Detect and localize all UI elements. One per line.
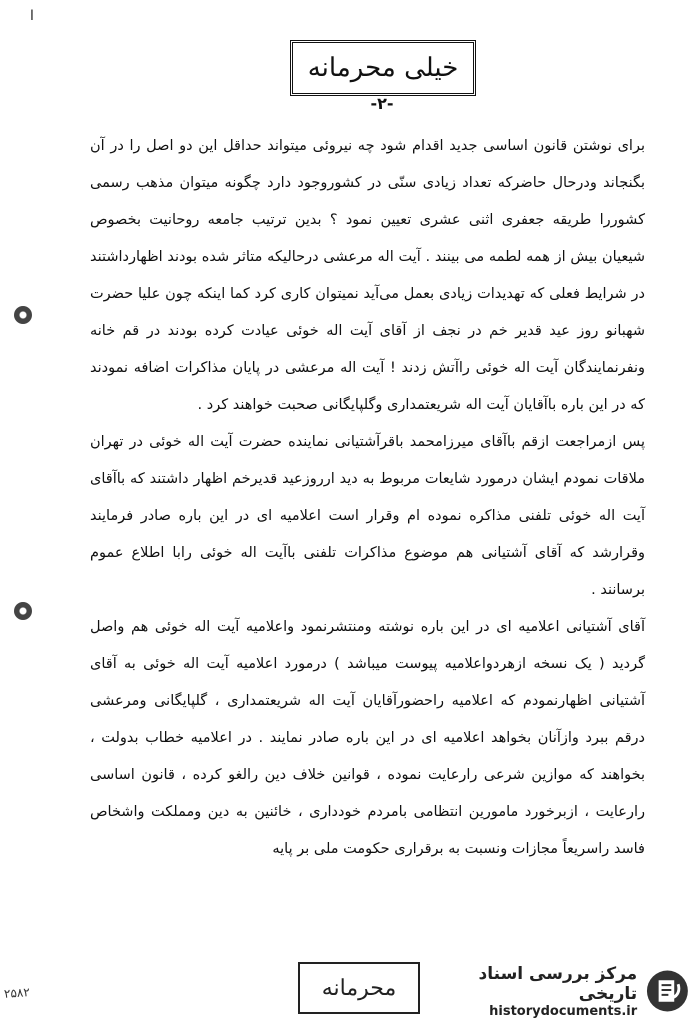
- watermark-text: [420, 964, 637, 1019]
- page-number: -۲-: [370, 94, 394, 113]
- handwritten-note: ۲۵۸۲: [3, 985, 31, 1001]
- watermark-url: historydocuments.ir: [489, 1003, 638, 1019]
- footer-classification-stamp: [298, 962, 420, 1014]
- paragraph-2: پس ازمراجعت ازقم باآقای میرزامحمد باقرآشتیانی نماینده‌ حضرت آیت اله خوئی در تهران ملاقات نمودم ایشان درمورد شایعات مربوط به دید ارروزعید قدیرخم اظهار داشتند که باآقای آیت اله خوئی تلفنی مذاکره نموده ام وقرار است اعلامیه ای در این باره صادر فرمایند وقرارشد که آقای آشتیانی هم موضوع مذاکرات تلفنی باآیت اله خوئی رابا اطلاع عموم برسانند .: [90, 434, 645, 598]
- watermark-name: مرکز بررسی اسناد تاریخی: [478, 963, 638, 1004]
- paragraph-3: آقای آشتیانی اعلامیه ای در این باره نوشته ومنتشرنمود واعلامیه آیت اله خوئی هم واصل گردید ( یک نسخه ازهردواعلامیه پیوست میباشد ) درمورد اعلامیه آیت اله خوئی به آقای آشتیانی اظهارنمودم که اعلامیه راحضورآقایان آیت اله شریعتمداری ، گلپایگانی ومرعشی درقم ببرد وازآنان بخواهد اعلامیه ای در این باره صادر نمایند . در اعلامیه خطاب بدولت ، بخواهند که موازین شرعی رارعایت نموده ، قوانین خلاف دین رالغو کرده ، قانون اساسی رارعایت ، ازبرخورد مامورین انتظامی بامردم خودداری ، خائنین به دین ومملکت واشخاص فاسد راسریعاً مجازات ونسبت به برقراری حکومت ملی بر پایه‌: [90, 619, 645, 857]
- classification-label: خیلی محرمانه: [307, 53, 459, 83]
- corner-mark: ا: [30, 8, 34, 24]
- footer-classification-label: محرمانه: [321, 975, 397, 1001]
- paragraph-1: برای نوشتن قانون اساسی جدید اقدام شود چه نیروئی میتواند حداقل این دو اصل را در آن بگنجاند ودرحال حاضرکه تعداد زیادی سنّی در کشوروجود دارد چگونه میتوان مذهب رسمی کشوررا طریقه‌ جعفری اثنی عشری تعیین نمود ؟ بدین ترتیب جامعه‌ روحانیت بخصوص شیعیان بیش از همه لطمه می بینند . آیت اله مرعشی درحالیکه متاثر شده بودند اظهارداشتند در شرایط فعلی که تهدیدات زیادی بعمل می‌آید نمیتوان کاری کرد کما اینکه چون علیا حضرت شهبانو روز عید قدیر خم در نجف از آقای آیت اله خوئی عیادت کرده بودند در قم خانه‌ ونفرنمایندگان آیت اله خوئی راآتش زدند ! آیت اله مرعشی در پایان مذاکرات اضافه نمودند که در این باره باآقایان آیت اله شریعتمداری وگلپایگانی صحبت خواهند کرد .: [90, 138, 645, 413]
- archive-logo-icon: [645, 968, 690, 1014]
- punch-hole-icon: [14, 602, 32, 620]
- document-body: [90, 128, 645, 868]
- classification-stamp: [290, 40, 476, 96]
- punch-hole-icon: [14, 306, 32, 324]
- watermark: [420, 962, 690, 1020]
